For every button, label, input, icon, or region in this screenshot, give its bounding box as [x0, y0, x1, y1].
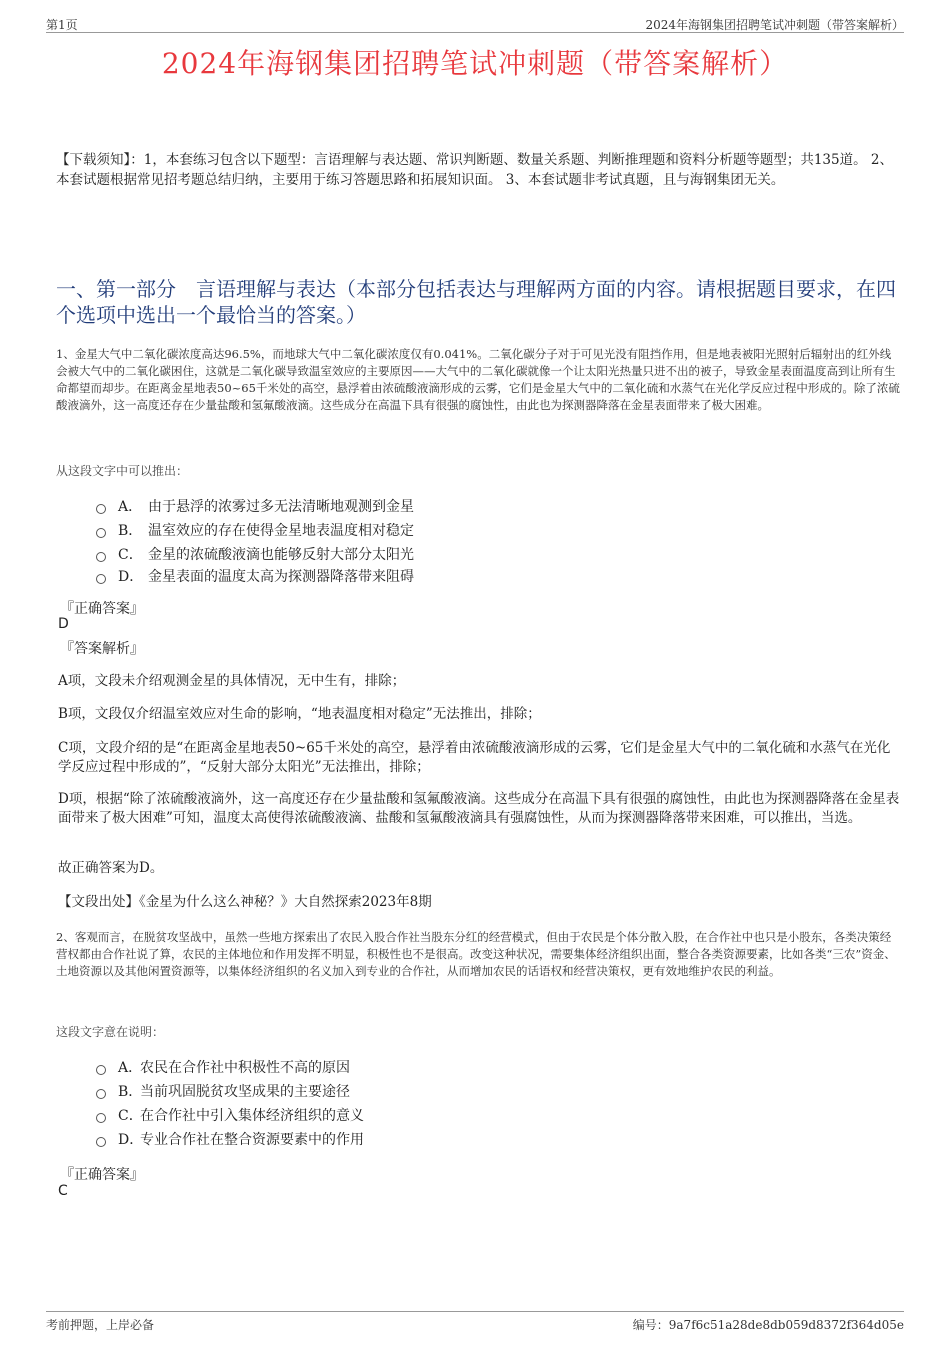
question-1-text: 1、金星大气中二氧化碳浓度高达96.5%，而地球大气中二氧化碳浓度仅有0.041%。二氧化碳分子对于可见光没有阻挡作用，但是地表被阳光照射后辐射出的红外线会被大气中的二氧化碳困住，这就是二氧化碳导致温室效应的主要原因——大气中的二氧化碳就像一个让太阳光热量只进不出的被子，导致金星表面温度高到让所有生命都望而却步。在距离金星地表50~65千米处的高空，悬浮着由浓硫酸液滴形成的云雾，它们是金星大气中的二氧化硫和水蒸气在光化学反应过程中形成的。除了浓硫酸液滴外，这一高度还存在少量盐酸和氢氟酸液滴。这些成分在高温下具有很强的腐蚀性，由此也为探测器降落在金星表面带来了极大困难。 [56, 347, 900, 412]
analysis-a: A项，文段未介绍观测金星的具体情况，无中生有，排除； [58, 673, 406, 689]
document-title: 2024年海钢集团招聘笔试冲刺题（带答案解析） [161, 47, 789, 80]
header-doc-title: 2024年海钢集团招聘笔试冲刺题（带答案解析） [645, 18, 904, 32]
download-notice: 【下载须知】：1，本套练习包含以下题型：言语理解与表达题、常识判断题、数量关系题、判断推理题和资料分析题等题型；共135道。 2、本套试题根据常见招考题总结归纳，主要用于练习答题思路和拓展知识面。 3、本套试题非考试真题，且与海钢集团无关。 [56, 152, 893, 188]
analysis-source: 【文段出处】《金星为什么这么神秘？》大自然探索2023年8期 [58, 894, 432, 910]
radio-icon[interactable] [96, 1065, 106, 1075]
answer-label: 『正确答案』 [60, 601, 144, 617]
option-d[interactable]: D． 专业合作社在整合资源要素中的作用 [96, 1127, 696, 1151]
question-2-options [96, 1055, 696, 1151]
analysis-conclusion: 故正确答案为D。 [58, 860, 164, 876]
analysis-c: C项，文段介绍的是“在距离金星地表50~65千米处的高空，悬浮着由浓硫酸液滴形成的云雾，它们是金星大气中的二氧化硫和水蒸气在光化学反应过程中形成的”，“反射大部分太阳光”无法推出，排除； [58, 740, 891, 775]
radio-icon[interactable] [96, 574, 106, 584]
answer-value: D [58, 616, 69, 632]
option-b[interactable]: B． 温室效应的存在使得金星地表温度相对稳定 [96, 518, 696, 542]
analysis-d: D项，根据“除了浓硫酸液滴外，这一高度还存在少量盐酸和氢氟酸液滴。这些成分在高温下具有很强的腐蚀性，由此也为探测器降落在金星表面带来了极大困难”可知，温度太高使得浓硫酸液滴、盐酸和氢氟酸液滴具有强腐蚀性，从而为探测器降落带来困难，可以推出，当选。 [58, 791, 900, 826]
page-header [46, 14, 904, 33]
radio-icon[interactable] [96, 1113, 106, 1123]
option-a[interactable]: A． 由于悬浮的浓雾过多无法清晰地观测到金星 [96, 494, 696, 518]
answer-value: C [58, 1183, 68, 1199]
section-heading: 一、第一部分 言语理解与表达（本部分包括表达与理解两方面的内容。请根据题目要求，在四个选项中选出一个最恰当的答案。） [56, 277, 896, 327]
page-footer [46, 1311, 904, 1332]
analysis-b: B项，文段仅介绍温室效应对生命的影响，“地表温度相对稳定”无法推出，排除； [58, 706, 541, 722]
radio-icon[interactable] [96, 1137, 106, 1147]
question-2-prompt: 这段文字意在说明： [56, 1025, 165, 1039]
footer-serial: 编号：9a7f6c51a28de8db059d8372f364d05e [632, 1318, 904, 1332]
footer-slogan: 考前押题，上岸必备 [46, 1318, 155, 1332]
radio-icon[interactable] [96, 1089, 106, 1099]
option-b[interactable]: B． 当前巩固脱贫攻坚成果的主要途径 [96, 1079, 696, 1103]
radio-icon[interactable] [96, 552, 106, 562]
question-1-prompt: 从这段文字中可以推出： [56, 464, 189, 478]
radio-icon[interactable] [96, 528, 106, 538]
option-a[interactable]: A． 农民在合作社中积极性不高的原因 [96, 1055, 696, 1079]
analysis-label: 『答案解析』 [60, 641, 144, 657]
option-c[interactable]: C． 在合作社中引入集体经济组织的意义 [96, 1103, 696, 1127]
answer-label: 『正确答案』 [60, 1167, 144, 1183]
question-2-text: 2、客观而言，在脱贫攻坚战中，虽然一些地方探索出了农民入股合作社当股东分红的经营模式，但由于农民是个体分散入股，在合作社中也只是小股东，各类决策经营权都由合作社说了算，农民的主体地位和作用发挥不明显，积极性也不是很高。改变这种状况，需要集体经济组织出面，整合各类资源要素，比如各类“三农”资金、土地资源以及其他闲置资源等，以集体经济组织的名义加入到专业的合作社，从而增加农民的话语权和经营决策权，更有效地维护农民的利益。 [56, 930, 896, 978]
option-c[interactable]: C． 金星的浓硫酸液滴也能够反射大部分太阳光 [96, 542, 696, 566]
question-1-options [96, 494, 696, 588]
page-number: 第1页 [46, 18, 78, 32]
option-d[interactable]: D． 金星表面的温度太高为探测器降落带来阻碍 [96, 564, 696, 588]
radio-icon[interactable] [96, 504, 106, 514]
